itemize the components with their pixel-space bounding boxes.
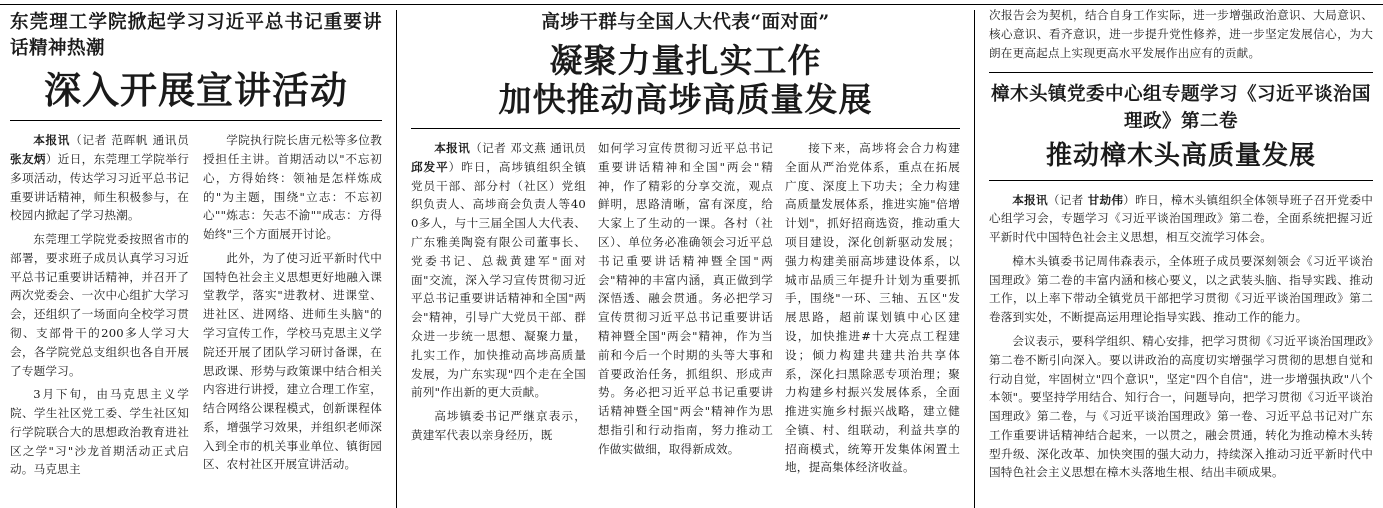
paragraph: 本报讯（记者 甘劫伟）昨日，樟木头镇组织全体领导班子召开党委中心组学习会，专题学习《习近平谈治国理政》第二卷，全面系统把握习近平新时代中国特色社会主义思想，相互交流学习体会。 [989,192,1374,245]
paragraph: 高埗镇委书记严继京表示，黄建军代表以亲身经历，既 [411,409,586,442]
article-left-shoulder-headline: 东莞理工学院掀起学习习近平总书记重要讲话精神热潮 [10,12,382,60]
paragraph: 次报告会为契机，结合自身工作实际，进一步增强政治意识、大局意识、核心意识、看齐意识，进一步提升党性修养，进一步坚定发展信心，为大朗在更高起点上实现更高水平发展作出应有的贡献。 [989,8,1373,60]
article-right [974,10,1383,508]
article-right-separator-rule [989,72,1373,73]
article-right-headline-line-1: 推动樟木头高质量发展 [1045,140,1316,171]
article-right-headline-rule [989,180,1373,181]
article-left-headline-line-1: 深入开展宣讲活动 [44,67,348,112]
article-left-body [10,131,382,484]
article-right-body-col-1 [989,191,1373,488]
article-left-headline-rule [10,120,382,121]
article-mid [396,10,974,508]
article-right-headline [989,141,1373,172]
article-mid-headline [411,42,960,120]
article-mid-body-col-3 [785,139,960,482]
paragraph: 学院执行院长唐元松等多位教授担任主讲。首期活动以"不忘初心，方得始终：领袖是怎样炼成的"为主题，围绕"立志：不忘初心""炼志：矢志不渝""成志：方得始终"三个方面展开讨论。 [203,133,382,242]
article-mid-shoulder-headline: 高埗干群与全国人大代表“面对面” [541,12,830,33]
paragraph: 本报讯（记者 邓文燕 通讯员 邱发平）昨日，高埗镇组织全镇党员干部、部分村（社区）党组织负责人、高埗商会负责人等400多人，与十三届全国人大代表、广东雅美陶瓷有限公司董事长、党委书记、总裁黄建军"面对面"交流，深入学习宣传贯彻习近平总书记重要讲话精神和全国"两会"精神，引导广大党员干部、群众进一步统一思想、凝聚力量，扎实工作，加快推动高埗高质量发展，为广东实现"四个走在全国前列"作出新的更大贡献。 [411,141,587,400]
article-right-continued-text [989,6,1373,62]
article-mid-body-col-2 [598,139,773,482]
paragraph: 3月下旬，由马克思主义学院、学生社区党工委、学生社区知行学院联合大的思想政治教育进社区之学"习"沙龙首期活动正式启动。马克思主 [10,387,189,477]
paragraph: 东莞理工学院党委按照省市的部署，要求班子成员认真学习习近平总书记重要讲话精神，并召开了两次党委会、一次中心组扩大学习会，还组织了一场面向全校学习贯彻、支部骨干的200多人学习大会，各学院党总支组织也各自开展了专题学习。 [10,232,189,378]
paragraph: 会议表示，要科学组织、精心安排，把学习贯彻《习近平谈治国理政》第二卷不断引向深入。要以讲政治的高度切实增强学习贯彻的思想自觉和行动自觉，牢固树立"四个意识"，坚定"四个自信"，进一步增强执政"八个本领"。要坚持学用结合、知行合一，问题导向，把学习贯彻《习近平谈治国理政》第二卷，与《习近平谈治国理政》第一卷、习近平总书记对广东工作重要讲话精神结合起来，一以贯之，融会贯通，转化为推动樟木头转型升级、深化改革、加快突围的强大动力，持续深入推动习近平新时代中国特色社会主义思想在樟木头落地生根、结出丰硕成果。 [989,334,1373,480]
paragraph: 接下来，高埗将会合力构建全面从严治党体系，重点在拓展广度、深度上下功夫；全力构建高质量发展体系，推进实施"倍增计划"，抓好招商选资，推动重大项目建设，深化创新驱动发展；强力构建美丽高埗建设体系，以城市品质三年提升计划为重要抓手，围绕"一环、三轴、五区"发展思路，超前谋划镇中心区建设，加快推进#十大亮点工程建设；倾力构建共建共治共享体系，深化扫黑除恶专项治理；聚力构建乡村振兴发展体系，全面推进实施乡村振兴战略，建立健全镇、村、组联动，利益共享的招商模式，统筹开发集体闲置土地，提高集体经济收益。 [785,141,960,475]
paragraph: 本报讯（记者 范晖帆 通讯员 张友炳）近日，东莞理工学院举行多项活动，传达学习习近平总书记重要讲话精神，师生积极参与，在校园内掀起了学习热潮。 [10,133,189,223]
paragraph: 此外，为了使习近平新时代中国特色社会主义思想更好地融入课堂教学，落实"进教材、进课堂、进社区、进网络、进师生头脑"的学习宣传工作，学校马克思主义学院还开展了团队学习研讨备课，在思政课、形势与政策课中结合相关内容进行讲授，建立合理工作室，结合网络公课程模式，创新课程体系，增强学习效果，并组织老师深入到全市的机关事业单位、镇街园区、农村社区开展宣讲活动。 [203,250,382,472]
article-right-shoulder-headline: 樟木头镇党委中心组专题学习《习近平谈治国理政》第二卷 [990,84,1371,132]
article-left [0,10,396,508]
article-left-headline [10,69,382,113]
paragraph: 如何学习宣传贯彻习近平总书记重要讲话精神和全国"两会"精神，作了精彩的分享交流，观点鲜明，思路清晰，富有深度，给大家上了生动的一课。各村（社区）、单位务必准确领会习近平总书记重要讲话精神暨全国"两会"精神的丰富内涵，真正做到学深悟透、融会贯通。务必把学习宣传贯彻习近平总书记重要讲话精神暨全国"两会"精神，作为当前和今后一个时期的头等大事和首要政治任务，抓组织、形成声势。务必把习近平总书记重要讲话精神暨全国"两会"精神作为思想指引和行动指南，努力推动工作做实做细，取得新成效。 [598,141,773,456]
article-left-body-col-1 [10,131,189,484]
article-right-body [989,191,1373,488]
article-mid-body [411,139,960,482]
paragraph: 樟木头镇委书记周伟森表示，全体班子成员要深刻领会《习近平谈治国理政》第二卷的丰富内涵和核心要义，以之武装头脑、指导实践、推动工作，以上率下带动全镇党员干部把学习贯彻《习近平谈治国理政》第二卷落到实处，不断提高运用理论指导实践、推动工作的能力。 [989,253,1373,325]
article-mid-headline-rule [411,128,960,129]
article-mid-body-col-1 [411,139,586,482]
article-mid-headline-line-1: 凝聚力量扎实工作 [549,41,822,81]
page-columns [0,10,1383,508]
page-top-divider [0,4,1383,5]
article-mid-headline-line-2: 加快推动高埗高质量发展 [498,80,873,120]
article-left-body-col-2 [203,131,382,484]
